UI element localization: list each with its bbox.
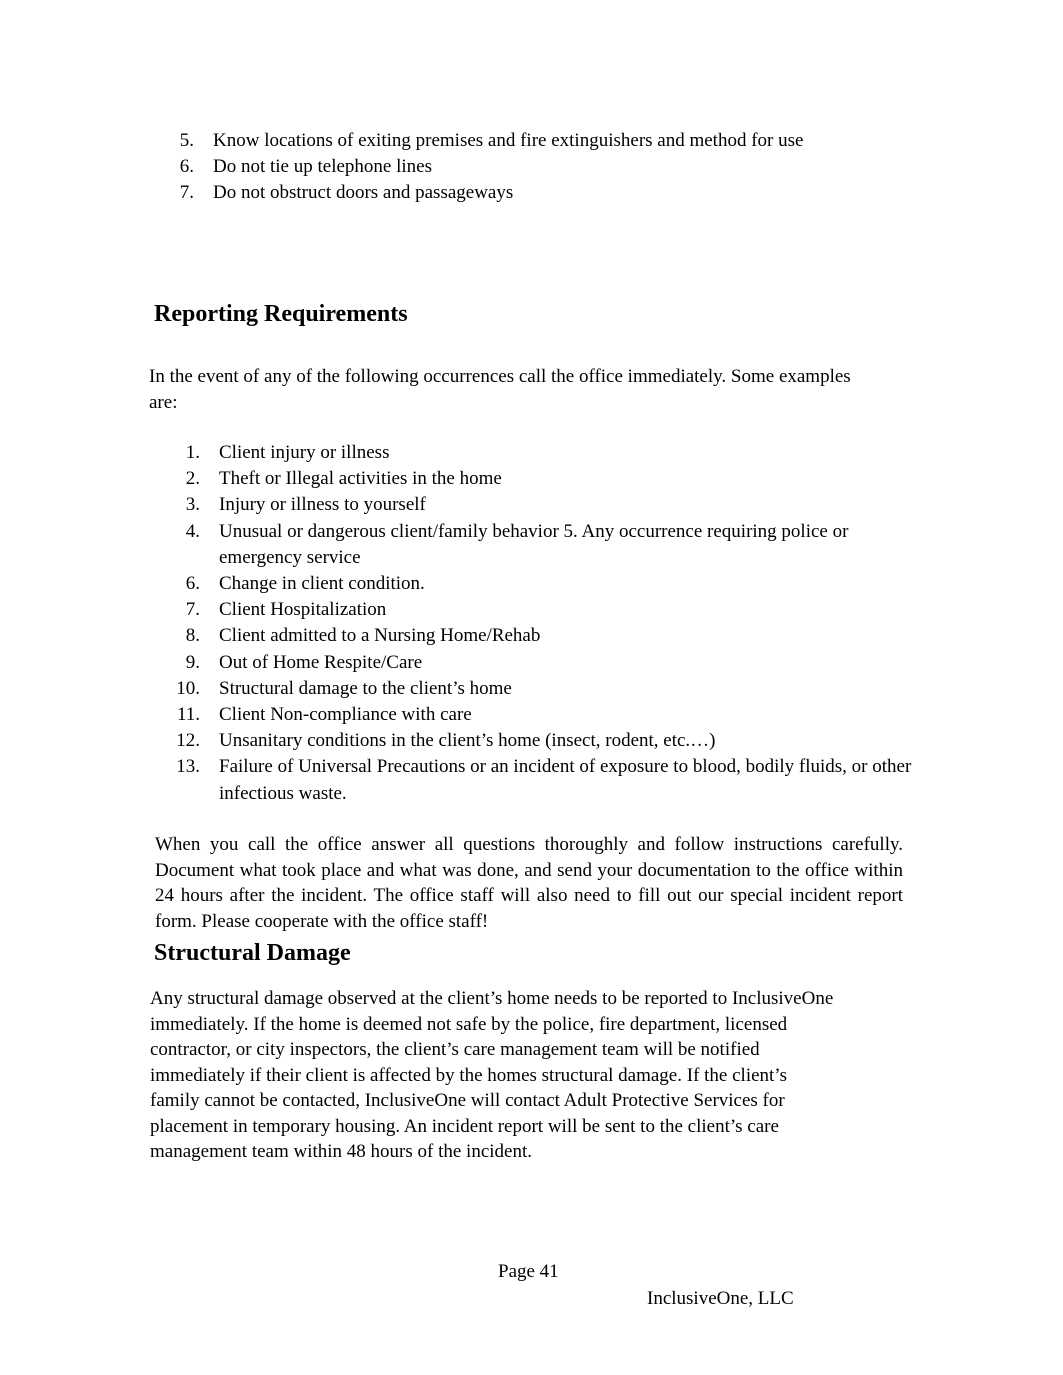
list-number: 12. [176, 730, 200, 752]
list-text: Unusual or dangerous client/family behavior 5. Any occurrence requiring police or [219, 520, 849, 542]
list-text: Client admitted to a Nursing Home/Rehab [219, 625, 541, 647]
top-list [170, 128, 890, 208]
list-number: 10. [176, 677, 200, 699]
list-text: Do not obstruct doors and passageways [213, 182, 514, 203]
list-number: 3. [185, 494, 200, 516]
page-number: Page 41 [498, 1261, 559, 1282]
call-paragraph: When you call the office answer all questions thoroughly and follow instructions carefully. Document what took place and what was done, and send your documentation to the office within 24 hours after the incident. The office staff will also need to fill out our special incident report form. Please cooperate with the office staff! [155, 834, 903, 932]
structural-paragraph [150, 986, 930, 1165]
list-text: Client Non-compliance with care [219, 704, 472, 725]
list-number: 11. [176, 704, 200, 725]
list-number: 2. [185, 468, 200, 490]
list-number: 1. [185, 442, 200, 463]
paragraph-line: Any structural damage observed at the client’s home needs to be reported to InclusiveOne [150, 988, 834, 1009]
reporting-intro [149, 364, 949, 415]
list-number: 7. [185, 599, 200, 621]
list-number: 6. [185, 573, 200, 594]
intro-line: In the event of any of the following occurrences call the office immediately. Some examples [149, 366, 851, 387]
paragraph-line: placement in temporary housing. An incident report will be sent to the client’s care [150, 1115, 779, 1137]
list-text: Theft or Illegal activities in the home [219, 468, 502, 490]
structural-heading: Structural Damage [154, 940, 351, 966]
paragraph-line: contractor, or city inspectors, the client’s care management team will be notified [150, 1039, 760, 1060]
footer-company: InclusiveOne, LLC [647, 1288, 794, 1309]
list-text: Know locations of exiting premises and fire extinguishers and method for use [213, 130, 804, 151]
list-number: 7. [179, 182, 194, 203]
list-text: Client Hospitalization [219, 599, 387, 621]
list-text: Structural damage to the client’s home [219, 677, 512, 699]
list-text: Unsanitary conditions in the client’s home (insect, rodent, etc.…) [219, 730, 716, 752]
list-text: Do not tie up telephone lines [213, 156, 432, 177]
paragraph-line: immediately. If the home is deemed not safe by the police, fire department, licensed [150, 1013, 788, 1035]
list-text: emergency service [219, 546, 361, 568]
list-number: 4. [185, 520, 200, 542]
paragraph-line: family cannot be contacted, InclusiveOne will contact Adult Protective Services for [150, 1090, 785, 1111]
reporting-heading: Reporting Requirements [154, 301, 408, 327]
list-text: infectious waste. [219, 782, 347, 804]
paragraph-line: management team within 48 hours of the incident. [150, 1141, 533, 1162]
reporting-list [170, 440, 990, 810]
list-number: 6. [179, 156, 194, 177]
list-text: Change in client condition. [219, 573, 425, 594]
list-text: Out of Home Respite/Care [219, 651, 423, 673]
intro-line: are: [149, 391, 178, 413]
list-number: 8. [185, 625, 200, 647]
list-text: Client injury or illness [219, 442, 390, 463]
list-number: 9. [185, 651, 200, 673]
list-text: Failure of Universal Precautions or an incident of exposure to blood, bodily fluids, or other [219, 756, 912, 778]
list-number: 5. [179, 130, 194, 151]
list-text: Injury or illness to yourself [219, 494, 426, 516]
paragraph-line: immediately if their client is affected by the homes structural damage. If the client’s [150, 1064, 787, 1086]
list-number: 13. [176, 756, 200, 778]
